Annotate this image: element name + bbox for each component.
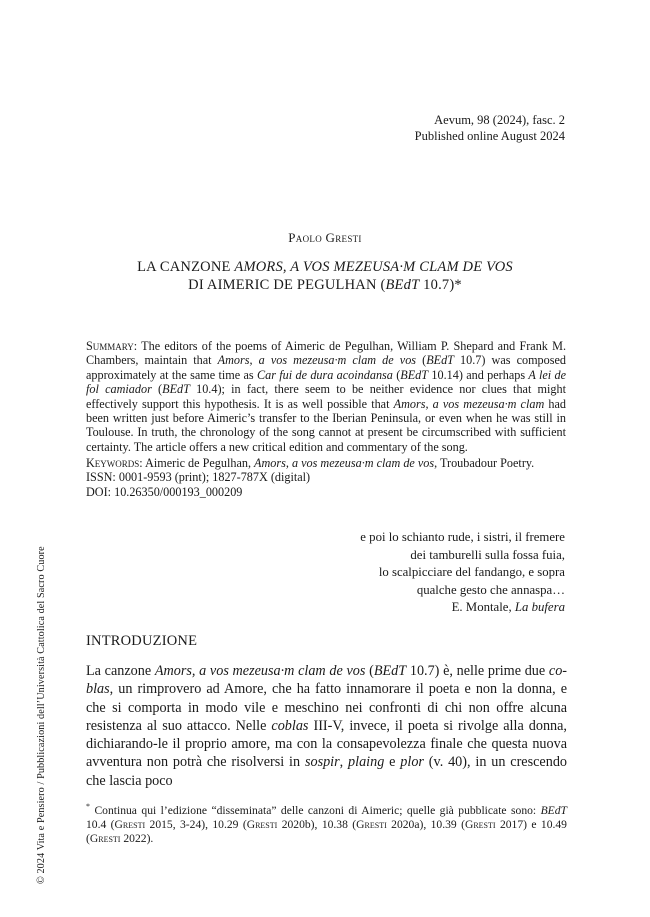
section-heading: INTRODUZIONE	[86, 633, 198, 649]
epigraph-line: dei tamburelli sulla fossa fuia,	[410, 547, 565, 562]
keywords: Keywords: Aimeric de Pegulhan, Amors, a vos mezeusa·m clam de vos, Troubadour Poetry.	[86, 456, 535, 470]
footnote: * Continua qui l’edizione “disseminata” delle canzoni di Aimeric; quelle già pubblicate sono: BEdT 10.4 (Gresti 2015, 3-24), 10.29 (Gresti 2020b), 10.38 (Gresti 2020a), 10.39 (Gresti 2017) e 10.49 (Gresti 2022).	[86, 802, 567, 846]
title-line-1: LA CANZONE AMORS, A VOS MEZEUSA·M CLAM DE VOS	[137, 259, 513, 275]
epigraph-line: lo scalpicciare del fandango, e sopra	[378, 565, 565, 580]
body-paragraph: La canzone Amors, a vos mezeusa·m clam de vos (BEdT 10.7) è, nelle prime due co-blas, un rimprovero ad Amore, che ha fatto innamorare il poeta e non la donna, e che si comporta in modo vile e meschino nei confronti di chi non offre alcuna resistenza al suo attacco. Nelle coblas III-V, invece, il poeta si rivolge alla donna, dichiarando-le il proprio amore, ma con la consapevolezza finale che questa nuova avventura non potrà che risolversi in sospir, plaing e plor (v. 40), in un crescendo che lascia poco	[86, 663, 568, 789]
article-author: Paolo Gresti	[288, 230, 362, 245]
title-line-2: DI AIMERIC DE PEGULHAN (BEdT 10.7)*	[188, 277, 462, 293]
publication-date: Published online August 2024	[414, 129, 565, 143]
doi: DOI: 10.26350/000193_000209	[86, 484, 243, 499]
copyright-notice: © 2024 Vita e Pensiero / Pubblicazioni dell’Università Cattolica del Sacro Cuore	[36, 546, 47, 884]
journal-issue: Aevum, 98 (2024), fasc. 2	[434, 113, 565, 127]
epigraph-line: e poi lo schianto rude, i sistri, il fremere	[360, 530, 565, 544]
issn: ISSN: 0001-9593 (print); 1827-787X (digital)	[86, 470, 311, 485]
keywords-block	[86, 456, 566, 499]
epigraph	[360, 529, 565, 617]
keywords-label: Keywords:	[86, 456, 143, 470]
footnote-mark: *	[86, 802, 90, 811]
epigraph-source: E. Montale, La bufera	[451, 600, 565, 615]
abstract: Summary: The editors of the poems of Aimeric de Pegulhan, William P. Shepard and Frank M. Chambers, maintain that Amors, a vos mezeusa·m clam de vos (BEdT 10.7) was composed approximately at the same time as Car fui de dura acoindansa (BEdT 10.14) and perhaps A lei de fol camiador (BEdT 10.4); in fact, there seem to be neither evidence nor clues that might effectively support this hypothesis. It is as well possible that Amors, a vos mezeusa·m clam had been written just before Aimeric’s transfer to the Iberian Peninsula, or even when he was still in Toulouse. In truth, the chronology of the song cannot at present be circumscribed with sufficient certainty. The article offers a new critical edition and commentary of the song.	[86, 339, 566, 454]
journal-info	[415, 112, 565, 144]
abstract-label: Summary:	[86, 339, 138, 353]
epigraph-line: qualche gesto che annaspa…	[416, 582, 565, 597]
article-title	[0, 258, 650, 294]
